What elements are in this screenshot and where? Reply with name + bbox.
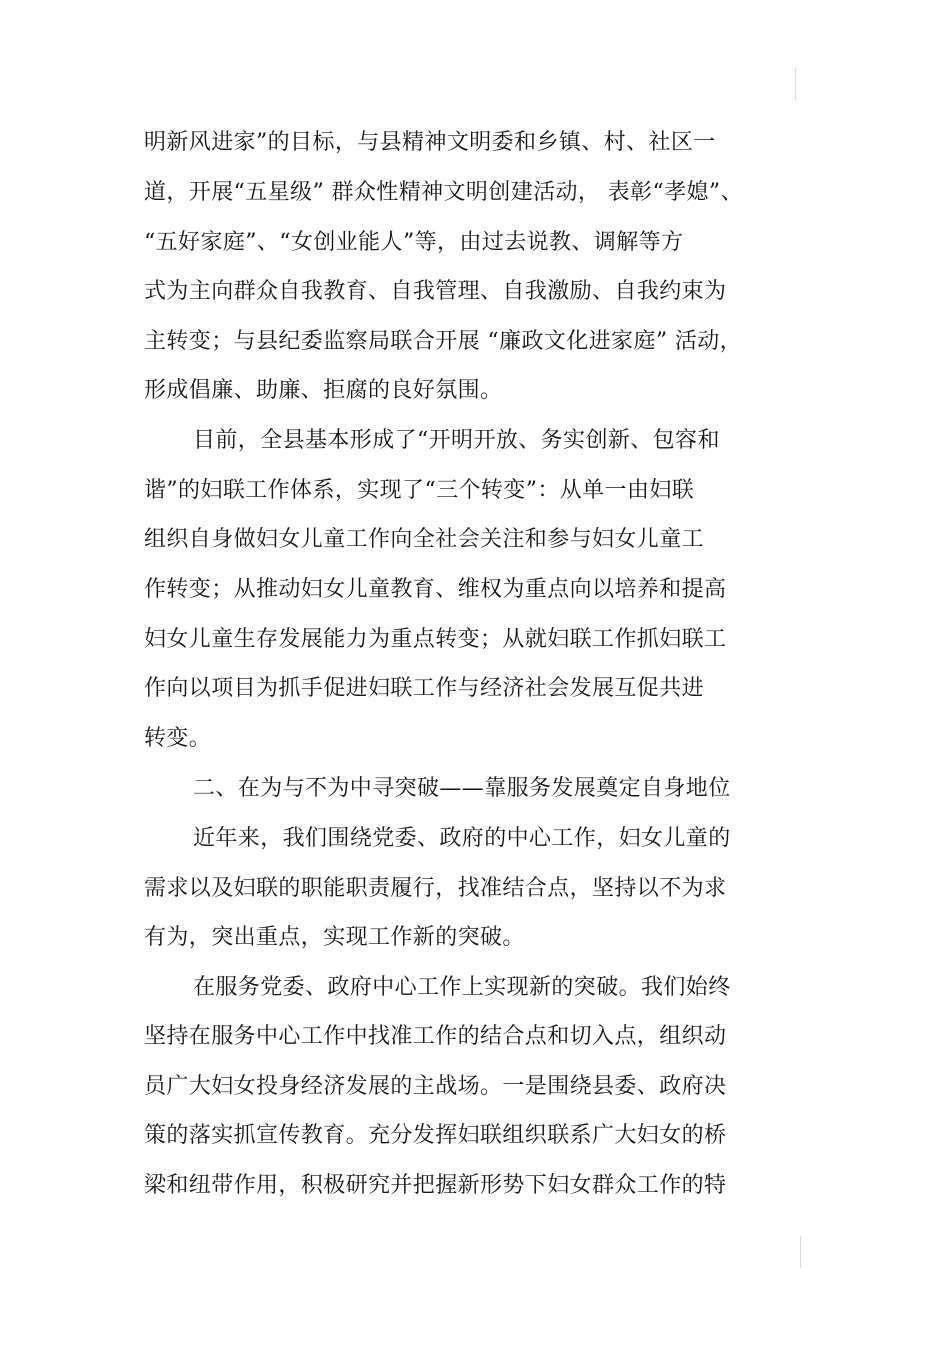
text-line: 坚持在服务中心工作中找准工作的结合点和切入点，组织动 [144, 1024, 727, 1049]
text-line: 转变。 [144, 726, 212, 751]
text-line: 妇女儿童生存发展能力为重点转变；从就妇联工作抓妇联工 [144, 627, 727, 652]
paragraph-start-line: 目前，全县基本形成了“开明开放、务实创新、包容和 [193, 428, 720, 453]
section-heading: 二、在为与不为中寻突破——靠服务发展奠定自身地位 [193, 776, 731, 801]
text-line: 策的落实抓宣传教育。充分发挥妇联组织联系广大妇女的桥 [144, 1123, 727, 1148]
text-line: 形成倡廉、助廉、拒腐的良好氛围。 [144, 378, 503, 403]
corner-mark-top-right [795, 68, 796, 100]
text-line: 组织自身做妇女儿童工作向全社会关注和参与妇女儿童工 [144, 527, 705, 552]
text-line: 明新风进家”的目标，与县精神文明委和乡镇、村、社区一 [144, 130, 716, 155]
text-line: 员广大妇女投身经济发展的主战场。一是围绕县委、政府决 [144, 1074, 727, 1099]
text-line: 作转变；从推动妇女儿童教育、维权为重点向以培养和提高 [144, 577, 727, 602]
paragraph-start-line: 在服务党委、政府中心工作上实现新的突破。我们始终 [193, 975, 731, 1000]
text-line: 谐”的妇联工作体系，实现了“三个转变”：从单一由妇联 [144, 478, 695, 503]
text-line: 道，开展“五星级” 群众性精神文明创建活动， 表彰“孝媳”、 [144, 180, 743, 205]
text-line: 需求以及妇联的职能职责履行，找准结合点，坚持以不为求 [144, 876, 727, 901]
text-line: “五好家庭”、“女创业能人”等，由过去说教、调解等方 [144, 230, 684, 255]
corner-mark-bottom-right [800, 1236, 801, 1268]
text-line: 作向以项目为抓手促进妇联工作与经济社会发展互促共进 [144, 676, 705, 701]
paragraph-start-line: 近年来，我们围绕党委、政府的中心工作，妇女儿童的 [193, 826, 731, 851]
text-line: 式为主向群众自我教育、自我管理、自我激励、自我约束为 [144, 279, 727, 304]
text-line: 有为，突出重点，实现工作新的突破。 [144, 925, 525, 950]
text-line: 主转变；与县纪委监察局联合开展 “廉政文化进家庭” 活动， [144, 329, 743, 354]
text-line: 梁和纽带作用，积极研究并把握新形势下妇女群众工作的特 [144, 1173, 727, 1198]
